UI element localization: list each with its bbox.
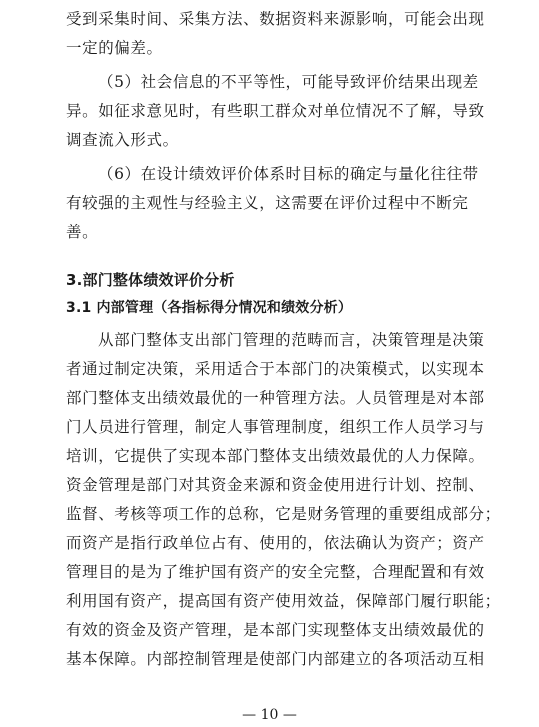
text-line: 基本保障。内部控制管理是使部门内部建立的各项活动互相 bbox=[66, 650, 485, 668]
text-line: 培训，它提供了实现本部门整体支出绩效最优的人力保障。 bbox=[66, 447, 485, 465]
text-line: 一定的偏差。 bbox=[66, 39, 163, 57]
text-line: 有较强的主观性与经验主义，这需要在评价过程中不断完 bbox=[66, 194, 469, 212]
text-line: 善。 bbox=[66, 223, 99, 241]
text-line: 而资产是指行政单位占有、使用的，依法确认为资产；资产 bbox=[66, 534, 485, 552]
text-line: 部门整体支出绩效最优的一种管理方法。人员管理是对本部 bbox=[66, 389, 485, 407]
section-heading: 3.部门整体绩效评价分析 bbox=[66, 271, 235, 289]
text-line: 资金管理是部门对其资金来源和资金使用进行计划、控制、 bbox=[66, 476, 485, 494]
text-line: 从部门整体支出部门管理的范畴而言，决策管理是决策 bbox=[98, 331, 485, 349]
text-line: 管理目的是为了维护国有资产的安全完整，合理配置和有效 bbox=[66, 563, 485, 581]
text-line: （6）在设计绩效评价体系时目标的确定与量化往往带 bbox=[98, 165, 479, 183]
text-line: 者通过制定决策，采用适合于本部门的决策模式，以实现本 bbox=[66, 360, 485, 378]
text-line: 调查流入形式。 bbox=[66, 131, 179, 149]
text-line: 监督、考核等项工作的总称，它是财务管理的重要组成部分； bbox=[66, 505, 501, 523]
section-subheading: 3.1 内部管理（各指标得分情况和绩效分析） bbox=[66, 300, 353, 316]
text-line: 门人员进行管理，制定人事管理制度，组织工作人员学习与 bbox=[66, 418, 485, 436]
text-line: 受到采集时间、采集方法、数据资料来源影响，可能会出现 bbox=[66, 10, 485, 28]
text-line: 有效的资金及资产管理，是本部门实现整体支出绩效最优的 bbox=[66, 621, 485, 639]
text-line: 利用国有资产，提高国有资产使用效益，保障部门履行职能； bbox=[66, 592, 501, 610]
text-line: （5）社会信息的不平等性，可能导致评价结果出现差 bbox=[98, 73, 479, 91]
page-number: — 10 — bbox=[242, 707, 297, 723]
text-line: 异。如征求意见时，有些职工群众对单位情况不了解，导致 bbox=[66, 102, 485, 120]
